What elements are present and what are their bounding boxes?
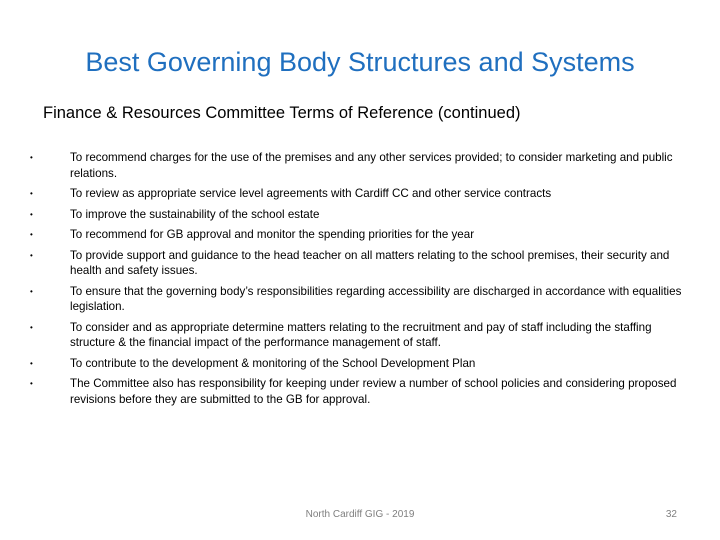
list-item-text: To recommend charges for the use of the premises and any other services provided; to consider marketing and public relations. <box>70 151 673 180</box>
bullet-icon: • <box>30 358 33 368</box>
list-item <box>30 186 690 202</box>
bullet-icon: • <box>30 250 33 260</box>
list-item-text: To review as appropriate service level agreements with Cardiff CC and other service contracts <box>70 187 552 200</box>
list-item-text: To recommend for GB approval and monitor the spending priorities for the year <box>70 228 475 241</box>
list-item <box>30 227 690 243</box>
bullet-icon: • <box>30 379 33 388</box>
slide-title: Best Governing Body Structures and Systems <box>85 47 635 77</box>
list-item-text: To ensure that the governing body’s responsibilities regarding accessibility are discharged in accordance with equalities legislation. <box>70 284 682 313</box>
list-item-text: To contribute to the development & monitoring of the School Development Plan <box>70 356 476 370</box>
bullet-icon: • <box>30 153 33 162</box>
list-item-text: To improve the sustainability of the school estate <box>70 207 320 221</box>
terms-bullet-list <box>30 150 690 412</box>
bullet-icon: • <box>30 209 33 219</box>
bullet-icon: • <box>30 286 33 296</box>
bullet-icon: • <box>30 189 33 198</box>
list-item <box>30 150 690 181</box>
list-item-text: The Committee also has responsibility for keeping under review a number of school policies and considering proposed revisions before they are submitted to the GB for approval. <box>70 377 677 406</box>
list-item <box>30 376 690 407</box>
list-item-text: To consider and as appropriate determine matters relating to the recruitment and pay of staff including the staffing structure & the financial impact of the performance management of staff. <box>70 320 652 349</box>
list-item <box>30 356 690 372</box>
list-item <box>30 248 690 279</box>
list-item-text: To provide support and guidance to the head teacher on all matters relating to the school premises, their security and health and safety issues. <box>70 248 670 277</box>
list-item <box>30 320 690 351</box>
page-number: 32 <box>665 509 677 520</box>
list-item <box>30 207 690 223</box>
bullet-icon: • <box>30 322 33 332</box>
list-item <box>30 284 690 315</box>
slide-subtitle: Finance & Resources Committee Terms of Reference (continued) <box>43 104 521 122</box>
bullet-icon: • <box>30 230 33 239</box>
footer-text: North Cardiff GIG - 2019 <box>305 509 415 520</box>
